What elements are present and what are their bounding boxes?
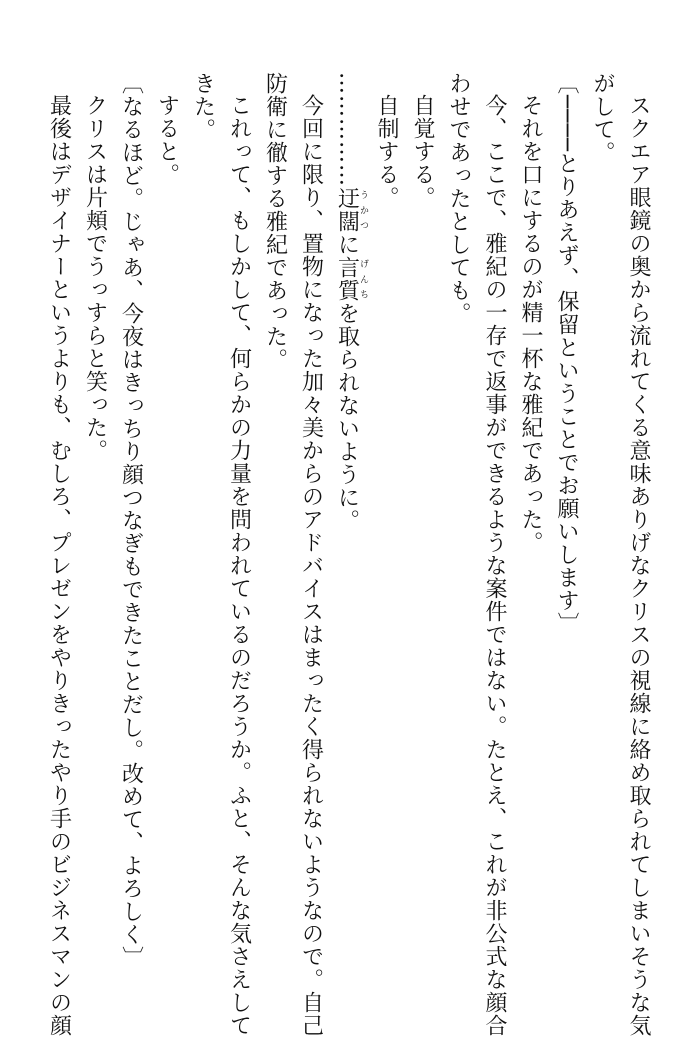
text-line-5: 今、ここで、雅紀の一存で返事ができるような案件ではない。たとえ、これが非公式な顔合 bbox=[482, 94, 507, 1037]
ruby-ukatsu bbox=[334, 187, 368, 233]
text-line-9 bbox=[329, 72, 369, 972]
ruby-genchi bbox=[334, 256, 368, 302]
text-line-15: 〔なるほど。じゃあ、今夜はきっちり顔つなぎもできたことだし。改めて、よろしく〕 bbox=[118, 72, 144, 969]
line-9-rest: を取られないように。 bbox=[334, 302, 360, 532]
text-line-3: 〔────とりあえず、保留ということでお願いします〕 bbox=[554, 72, 579, 635]
particle-ni: に bbox=[334, 233, 360, 256]
text-line-16: クリスは片頬でうっすらと笑った。 bbox=[82, 94, 108, 462]
text-line-10: 今回に限り、置物になった加々美からのアドバイスはまったく得られないようなので。自己 bbox=[298, 94, 324, 1037]
text-line-7: 自覚する。 bbox=[410, 94, 435, 209]
ruby-genchi-base: 言質 bbox=[334, 256, 360, 302]
text-line-8: 自制する。 bbox=[374, 94, 399, 209]
text-line-11: 防衛に徹する雅紀であった。 bbox=[262, 72, 288, 371]
text-line-2: がして。 bbox=[590, 72, 615, 164]
text-line-14: すると。 bbox=[154, 94, 180, 186]
ruby-ukatsu-base: 迂闊 bbox=[334, 187, 360, 233]
text-line-13: きた。 bbox=[190, 72, 216, 141]
text-line-17: 最後はデザイナーというよりも、むしろ、プレゼンをやりきったやり手のビジネスマンの顔 bbox=[46, 94, 72, 1037]
text-line-4: それを口にするのが精一杯な雅紀であった。 bbox=[518, 94, 543, 554]
vertical-text-body bbox=[41, 72, 657, 1037]
text-line-12: これって、もしかして、何らかの力量を問われているのだろうか。ふと、そんな気さえして bbox=[226, 94, 252, 1037]
text-line-6: わせであったとしても。 bbox=[446, 72, 471, 325]
ruby-ukatsu-reading: うかつ bbox=[358, 187, 368, 233]
ellipsis-text: …………… bbox=[334, 72, 360, 187]
text-line-1: スクエア眼鏡の奥から流れてくる意味ありげなクリスの視線に絡め取られてしまいそうな気 bbox=[626, 94, 651, 1037]
ruby-genchi-reading: げんち bbox=[358, 256, 368, 302]
